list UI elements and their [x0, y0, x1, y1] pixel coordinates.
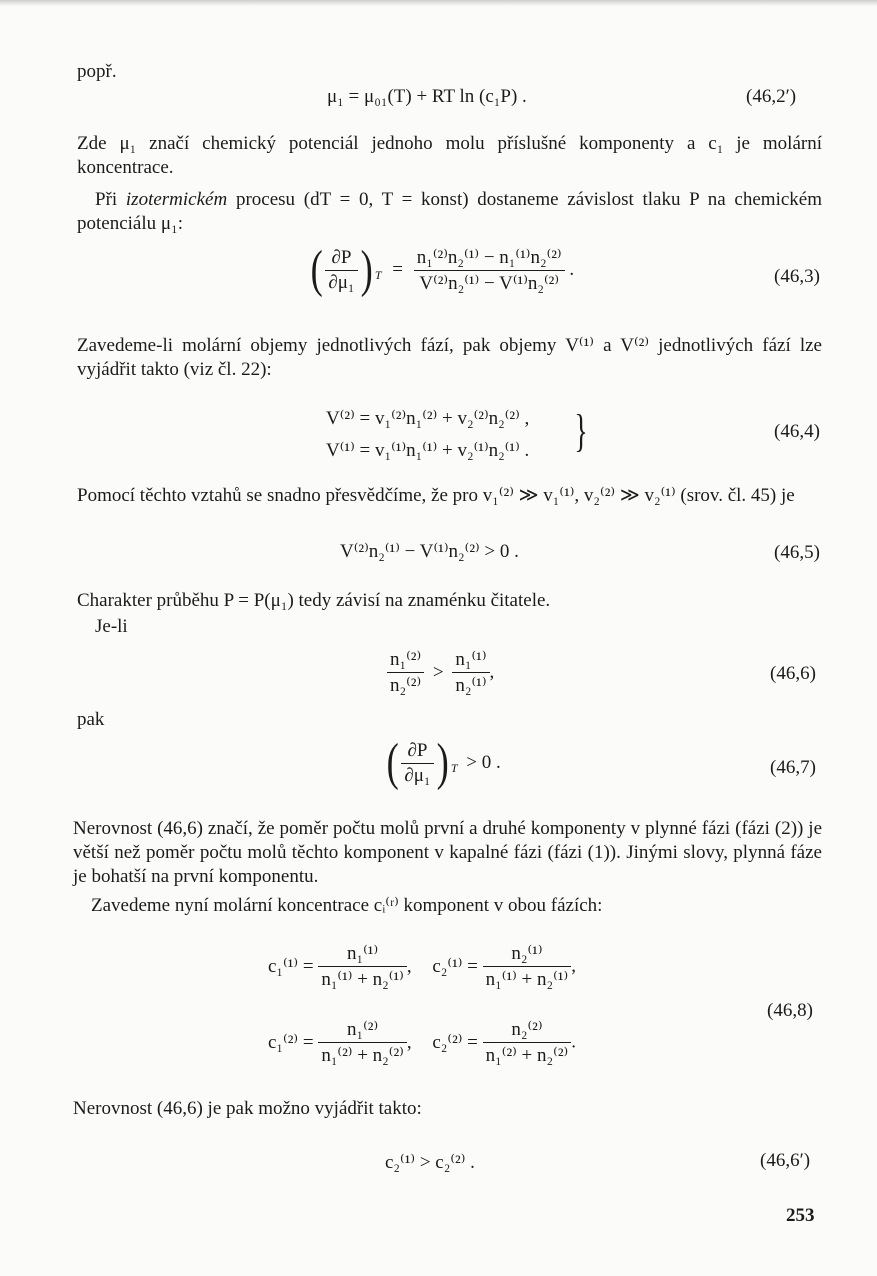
c12-fraction	[318, 1018, 407, 1067]
equation-number-46-6: (46,6)	[770, 663, 816, 684]
equation-46-5: V⁽²⁾n₂⁽¹⁾ − V⁽¹⁾n₂⁽²⁾ > 0 .	[340, 541, 519, 562]
lead-word: popř.	[77, 61, 117, 82]
rhs-denominator: V⁽²⁾n₂⁽¹⁾ − V⁽¹⁾n₂⁽²⁾	[419, 272, 560, 294]
equation-46-4	[326, 403, 529, 467]
paragraph-6: pak	[77, 709, 105, 730]
equation-46-6prime: c₂⁽¹⁾ > c₂⁽²⁾ .	[385, 1152, 475, 1173]
right-paren: )	[436, 734, 449, 791]
equation-46-4-line-2: V⁽¹⁾ = v₁⁽¹⁾n₁⁽¹⁾ + v₂⁽¹⁾n₂⁽¹⁾ .	[326, 440, 530, 461]
right-ratio-numerator: n₁⁽¹⁾	[452, 648, 489, 673]
paragraph-9: Nerovnost (46,6) je pak možno vyjádřit takto:	[73, 1098, 422, 1119]
right-brace: }	[574, 405, 588, 456]
equation-number-46-2prime: (46,2′)	[746, 86, 797, 107]
c21-denominator: n₁⁽¹⁾ + n₂⁽¹⁾	[485, 969, 569, 990]
c12-numerator: n₁⁽²⁾	[318, 1018, 407, 1043]
scan-edge	[0, 0, 877, 6]
page-number: 253	[786, 1205, 815, 1226]
paragraph-2-start: Při	[95, 189, 126, 210]
equation-number-46-3: (46,3)	[774, 266, 820, 287]
derivative-fraction	[401, 740, 433, 787]
paragraph-3: Zavedeme-li molární objemy jednotlivých fází, pak objemy V⁽¹⁾ a V⁽²⁾ jednotlivých fází lze vyjádřit takto (viz čl. 22):	[77, 335, 822, 380]
lhs-numerator: ∂P	[325, 247, 357, 271]
comma: ,	[406, 955, 412, 977]
derivative-numerator: ∂P	[401, 740, 433, 764]
rhs-numerator: n₁⁽²⁾n₂⁽¹⁾ − n₁⁽¹⁾n₂⁽²⁾	[414, 246, 565, 271]
c22-lhs: c₂⁽²⁾ =	[432, 1032, 478, 1053]
equation-46-6	[387, 648, 494, 697]
equation-46-4-line-1: V⁽²⁾ = v₁⁽²⁾n₁⁽²⁾ + v₂⁽²⁾n₂⁽²⁾ ,	[326, 408, 530, 429]
paragraph-2-rest: procesu (dT = 0, T = konst) dostaneme závislost tlaku P na chemickém potenciálu μ₁:	[77, 189, 822, 234]
lhs-denominator: ∂μ₁	[328, 271, 355, 293]
c22-numerator: n₂⁽²⁾	[483, 1018, 572, 1043]
right-paren: )	[360, 241, 373, 298]
left-paren: (	[310, 241, 323, 298]
right-ratio	[452, 648, 489, 697]
paragraph-5-cont: Je-li	[95, 616, 128, 637]
paragraph-4: Pomocí těchto vztahů se snadno přesvědčíme, že pro v₁⁽²⁾ ≫ v₁⁽¹⁾, v₂⁽²⁾ ≫ v₂⁽¹⁾ (srov. čl. 45) je	[77, 485, 795, 506]
equation-number-46-4: (46,4)	[774, 421, 820, 442]
left-paren: (	[386, 734, 399, 791]
left-ratio	[387, 648, 424, 697]
paragraph-8: Zavedeme nyní molární koncentrace cᵢ⁽ʳ⁾ komponent v obou fázích:	[91, 895, 603, 916]
equation-46-2prime: μ₁ = μ₀₁(T) + RT ln (c₁P) .	[327, 86, 527, 107]
left-ratio-numerator: n₁⁽²⁾	[387, 648, 424, 673]
equation-number-46-5: (46,5)	[774, 542, 820, 563]
paragraph-2	[77, 188, 822, 236]
equals-sign: =	[392, 259, 404, 280]
c21-lhs: c₂⁽¹⁾ =	[432, 956, 478, 977]
equation-number-46-7: (46,7)	[770, 757, 816, 778]
c11-numerator: n₁⁽¹⁾	[318, 942, 407, 967]
c11-lhs: c₁⁽¹⁾ =	[268, 956, 314, 977]
derivative-subscript: T	[450, 761, 458, 776]
c12-denominator: n₁⁽²⁾ + n₂⁽²⁾	[321, 1045, 404, 1066]
paragraph-7: Nerovnost (46,6) značí, že poměr počtu molů první a druhé komponenty v plynné fázi (fázi (2)) je větší než poměr počtu molů těchto komponent v kapalné fázi (fázi (1)). Jinými slovy, plynná fáze je bohatší na první komponentu.	[73, 818, 822, 887]
c12-lhs: c₁⁽²⁾ =	[268, 1032, 314, 1053]
equation-number-46-6prime: (46,6′)	[760, 1150, 811, 1171]
comma: ,	[489, 661, 495, 683]
equation-46-3	[308, 241, 575, 298]
equation-number-46-8: (46,8)	[767, 1000, 813, 1021]
c11-denominator: n₁⁽¹⁾ + n₂⁽¹⁾	[321, 969, 404, 990]
lhs-fraction	[325, 247, 357, 294]
paragraph-1: Zde μ₁ značí chemický potenciál jednoho molu příslušné komponenty a c₁ je molární koncentrace.	[77, 133, 822, 178]
rhs-fraction	[414, 246, 565, 295]
c22-fraction	[483, 1018, 572, 1067]
c21-numerator: n₂⁽¹⁾	[483, 942, 572, 967]
left-ratio-denominator: n₂⁽²⁾	[390, 675, 422, 696]
derivative-denominator: ∂μ₁	[404, 764, 431, 786]
greater-than: >	[432, 661, 444, 683]
period: .	[571, 1031, 576, 1053]
c22-denominator: n₁⁽²⁾ + n₂⁽²⁾	[485, 1045, 569, 1066]
paragraph-5: Charakter průběhu P = P(μ₁) tedy závisí na znaménku čitatele.	[77, 590, 551, 611]
comma: ,	[406, 1031, 412, 1053]
paragraph-2-emphasis: izotermickém	[125, 189, 228, 210]
inequality-rhs: > 0 .	[466, 752, 501, 773]
lhs-subscript: T	[374, 268, 382, 283]
c21-fraction	[483, 942, 572, 991]
equation-46-8-row-2	[268, 1018, 576, 1067]
comma: ,	[571, 955, 576, 977]
right-ratio-denominator: n₂⁽¹⁾	[455, 675, 487, 696]
period: .	[569, 259, 575, 280]
equation-46-8-row-1	[268, 942, 576, 991]
c11-fraction	[318, 942, 407, 991]
equation-46-7	[384, 734, 501, 791]
